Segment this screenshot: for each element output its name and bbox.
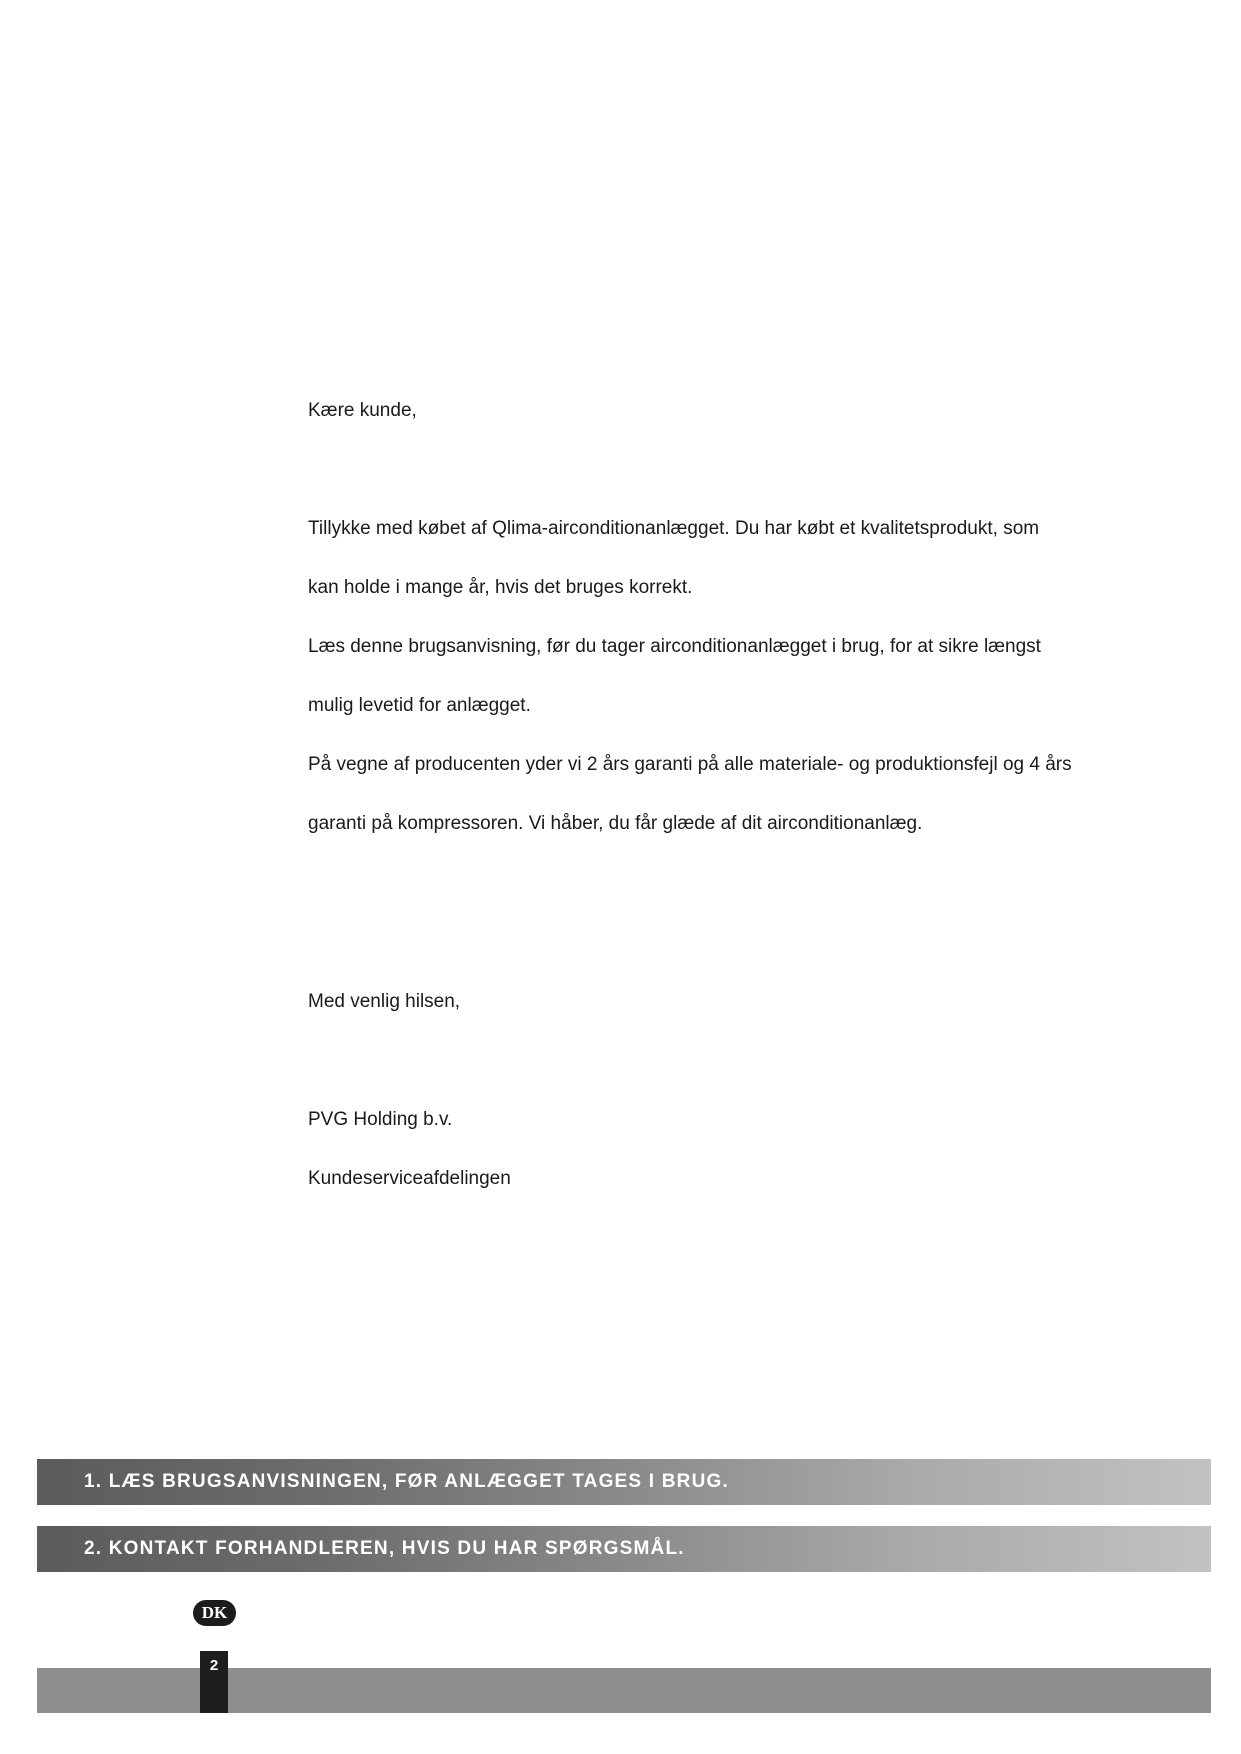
- page-number: 2: [200, 1651, 228, 1713]
- instruction-banner-1: 1. LÆS BRUGSANVISNINGEN, FØR ANLÆGGET TAGES I BRUG.: [37, 1459, 1211, 1505]
- language-badge: DK: [193, 1600, 236, 1626]
- letter-line: Tillykke med købet af Qlima-airconditionanlægget. Du har købt et kvalitetsprodukt, som: [308, 518, 1040, 539]
- closing: Med venlig hilsen,: [308, 991, 461, 1012]
- letter-line: På vegne af producenten yder vi 2 års garanti på alle materiale- og produktionsfejl og 4 års: [308, 754, 1072, 775]
- letter-line: kan holde i mange år, hvis det bruges korrekt.: [308, 577, 693, 598]
- letter-line: mulig levetid for anlægget.: [308, 695, 531, 716]
- company-name: PVG Holding b.v.: [308, 1109, 453, 1130]
- instruction-banner-2: 2. KONTAKT FORHANDLEREN, HVIS DU HAR SPØRGSMÅL.: [37, 1526, 1211, 1572]
- department-name: Kundeserviceafdelingen: [308, 1168, 511, 1189]
- salutation: Kære kunde,: [308, 400, 417, 421]
- letter-line: Læs denne brugsanvisning, før du tager airconditionanlægget i brug, for at sikre længst: [308, 636, 1041, 657]
- letter-line: garanti på kompressoren. Vi håber, du får glæde af dit airconditionanlæg.: [308, 813, 923, 834]
